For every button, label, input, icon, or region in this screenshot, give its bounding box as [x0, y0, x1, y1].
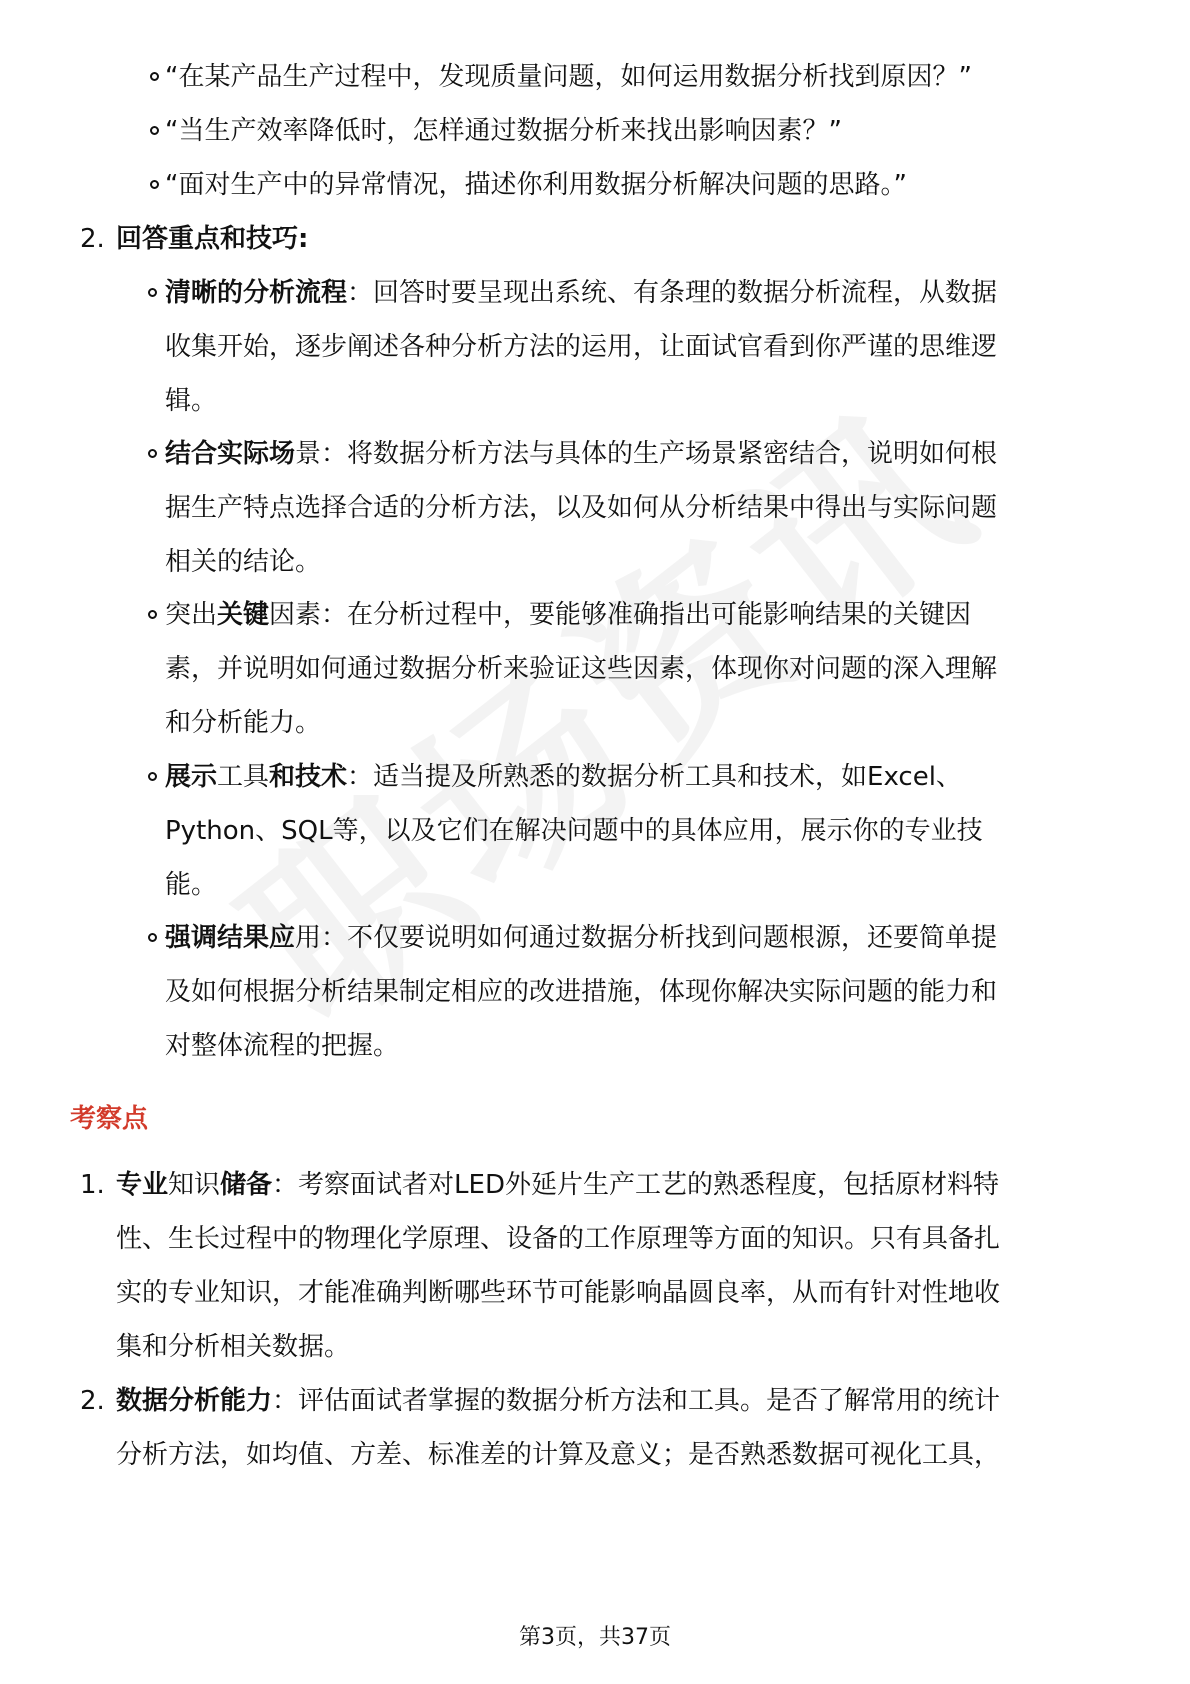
tip-first-line: [165, 909, 997, 967]
tip-line: 和分析能力。: [165, 708, 322, 738]
section2-title: 回答重点和技巧:: [116, 224, 309, 254]
tip-first-line: [165, 425, 997, 483]
tip-line: Python、SQL等，以及它们在解决问题中的具体应用，展示你的专业技: [165, 816, 983, 846]
tip-bold: 强调结果应: [165, 923, 296, 953]
tip-line: 据生产特点选择合适的分析方法，以及如何从分析结果中得出与实际问题: [165, 493, 998, 523]
tip-bold: 展示: [165, 762, 218, 792]
exam-rest: ：考察面试者对LED外延片生产工艺的熟悉程度，包括原材料特: [272, 1170, 999, 1200]
tip-line: 辑。: [165, 386, 218, 416]
exam-line: 实的专业知识，才能准确判断哪些环节可能影响晶圆良率，从而有针对性地收: [116, 1278, 1001, 1308]
exam-mid: 知识: [168, 1170, 221, 1200]
bullet-circle-icon: [150, 126, 159, 135]
bullet-circle-icon: [148, 772, 157, 781]
tip-line: 收集开始，逐步阐述各种分析方法的运用，让面试官看到你严谨的思维逻: [165, 332, 998, 362]
tip-rest: 用：不仅要说明如何通过数据分析找到问题根源，还要简单提: [295, 923, 998, 953]
bullet-circle-icon: [150, 180, 159, 189]
exam-bold: 数据分析能力: [116, 1386, 273, 1416]
tip-rest: ：回答时要呈现出系统、有条理的数据分析流程，从数据: [347, 278, 998, 308]
tip-rest: 景：将数据分析方法与具体的生产场景紧密结合，说明如何根: [295, 439, 998, 469]
tip-line: 对整体流程的把握。: [165, 1031, 400, 1061]
top-bullet-2: “当生产效率降低时，怎样通过数据分析来找出影响因素？”: [165, 116, 842, 146]
tip-line: 素，并说明如何通过数据分析来验证这些因素，体现你对问题的深入理解: [165, 654, 998, 684]
tip-first-line: [165, 586, 971, 644]
bullet-circle-icon: [150, 72, 159, 81]
bullet-circle-icon: [148, 610, 157, 619]
bullet-circle-icon: [148, 449, 157, 458]
exam-line: 分析方法，如均值、方差、标准差的计算及意义；是否熟悉数据可视化工具，: [116, 1440, 1001, 1470]
tip-mid: 工具: [217, 762, 270, 792]
top-bullet-3: “面对生产中的异常情况，描述你利用数据分析解决问题的思路。”: [165, 170, 907, 200]
tip-first-line: [165, 748, 962, 806]
tip-bold: 结合实际场: [165, 439, 296, 469]
tip-rest: ：适当提及所熟悉的数据分析工具和技术，如Excel、: [347, 762, 962, 792]
exam-bold: 储备: [220, 1170, 273, 1200]
tip-first-line: [165, 264, 997, 322]
tip-line: 相关的结论。: [165, 547, 322, 577]
tip-line: 及如何根据分析结果制定相应的改进措施，体现你解决实际问题的能力和: [165, 977, 998, 1007]
tip-pre: 突出: [165, 600, 218, 630]
exam-number: 1.: [80, 1170, 105, 1200]
bullet-circle-icon: [148, 288, 157, 297]
tip-rest: 因素：在分析过程中，要能够准确指出可能影响结果的关键因: [269, 600, 972, 630]
section-heading: 考察点: [70, 1104, 149, 1134]
page-footer: 第3页，共37页: [519, 1625, 671, 1650]
tip-bold: 关键: [217, 600, 270, 630]
section2-number: 2.: [80, 224, 105, 254]
tip-bold: 和技术: [269, 762, 348, 792]
exam-first-line: [116, 1156, 999, 1214]
tip-bold: 清晰的分析流程: [165, 278, 348, 308]
exam-bold: 专业: [116, 1170, 169, 1200]
exam-rest: ：评估面试者掌握的数据分析方法和工具。是否了解常用的统计: [272, 1386, 1001, 1416]
exam-line: 集和分析相关数据。: [116, 1332, 351, 1362]
bullet-circle-icon: [148, 933, 157, 942]
exam-first-line: [116, 1372, 1000, 1430]
top-bullet-1: “在某产品生产过程中，发现质量问题，如何运用数据分析找到原因？”: [165, 62, 972, 92]
exam-number: 2.: [80, 1386, 105, 1416]
exam-line: 性、生长过程中的物理化学原理、设备的工作原理等方面的知识。只有具备扎: [116, 1224, 1001, 1254]
tip-line: 能。: [165, 870, 218, 900]
